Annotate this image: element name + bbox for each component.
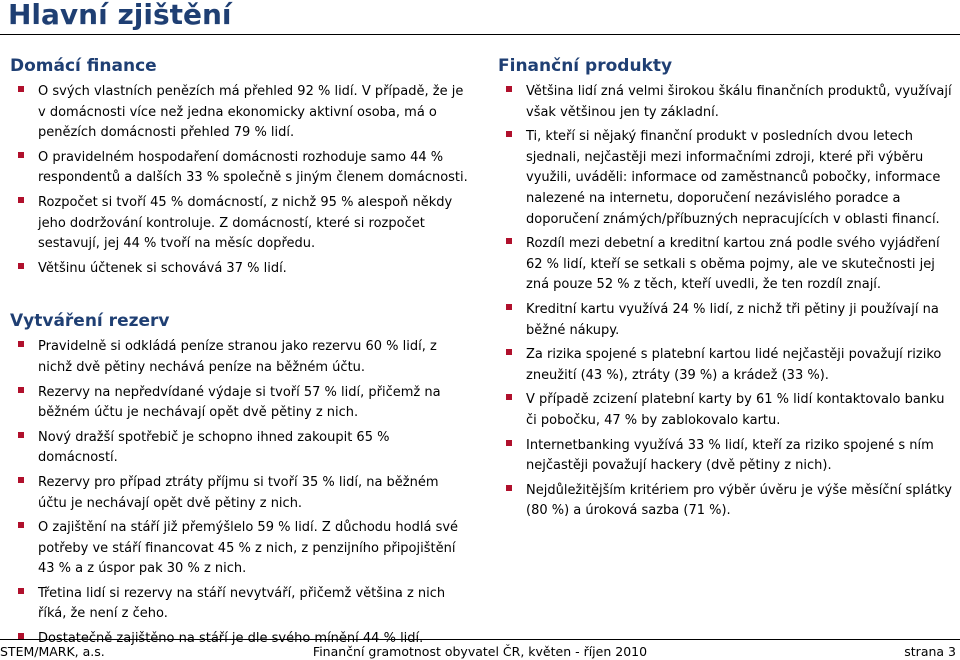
list-item-text: Rezervy na nepředvídané výdaje si tvoří 57 % lidí, přičemž na běžném účtu je nechávají opět dvě pětiny z nich. [38, 384, 441, 421]
list-item [498, 127, 953, 230]
section-heading: Domácí finance [10, 56, 157, 76]
bullet-list [10, 337, 470, 649]
title-divider [0, 34, 960, 35]
square-bullet-icon [18, 477, 24, 483]
list-item [498, 300, 953, 341]
square-bullet-icon [506, 304, 512, 310]
square-bullet-icon [18, 387, 24, 393]
left-column [10, 52, 470, 654]
square-bullet-icon [18, 432, 24, 438]
list-item-text: Většinu účtenek si schovává 37 % lidí. [38, 260, 287, 276]
list-item-text: Dostatečně zajištěno na stáří je dle svého mínění 44 % lidí. [38, 631, 424, 647]
square-bullet-icon [506, 349, 512, 355]
footer-divider [0, 639, 960, 640]
square-bullet-icon [18, 341, 24, 347]
list-item [10, 584, 470, 625]
list-item [10, 193, 470, 255]
square-bullet-icon [506, 394, 512, 400]
list-item [10, 82, 470, 144]
list-item-text: Rezervy pro případ ztráty příjmu si tvoří 35 % lidí, na běžném účtu je nechávají opět dvě pětiny z nich. [38, 474, 439, 511]
list-item [498, 345, 953, 386]
list-item-text: Nový dražší spotřebič je schopno ihned zakoupit 65 % domácností. [38, 429, 390, 466]
footer-title: Finanční gramotnost obyvatel ČR, květen - říjen 2010 [312, 644, 648, 659]
square-bullet-icon [506, 131, 512, 137]
section-building-reserves [10, 307, 470, 649]
list-item-text: V případě zcizení platební karty by 61 % lidí kontaktovalo banku či pobočku, 47 % by zablokovalo kartu. [526, 392, 945, 428]
square-bullet-icon [18, 522, 24, 528]
list-item-text: O svých vlastních penězích má přehled 92 % lidí. V případě, že je v domácnosti více než jedna ekonomicky aktivní osoba, má o penězích domácnosti přehled 79 % lidí. [38, 84, 464, 141]
list-item-text: O zajištění na stáří již přemýšlelo 59 % lidí. Z důchodu hodlá své potřeby ve stáří financovat 45 % z nich, z penzijního připojištění 43 % a z úspor pak 30 % z nich. [38, 520, 459, 577]
list-item [10, 383, 470, 424]
list-item [498, 390, 953, 431]
square-bullet-icon [18, 588, 24, 594]
page-title: Hlavní zjištění [8, 0, 232, 31]
list-item-text: Ti, kteří si nějaký finanční produkt v posledních dvou letech sjednali, nejčastěji mezi informačními zdroji, které při výběru využili, uváděli: informace od zaměstnanců pobočky, informace nalezené na internetu, doporučení nezávislého poradce a doporučení známých/příbuzných nepracujících v oblasti financí. [526, 129, 941, 227]
list-item [10, 259, 470, 280]
list-item [498, 436, 953, 477]
square-bullet-icon [506, 485, 512, 491]
bullet-list [10, 82, 470, 279]
list-item-text: Rozpočet si tvoří 45 % domácností, z nichž 95 % alespoň někdy jeho dodržování kontroluje. Z domácností, které si rozpočet sestavují, jej 44 % tvoří na měsíc dopředu. [38, 194, 453, 252]
square-bullet-icon [506, 440, 512, 446]
list-item-text: Pravidelně si odkládá peníze stranou jako rezervu 60 % lidí, z nichž dvě pětiny nechává peníze na běžném účtu. [38, 339, 437, 375]
bullet-list [498, 82, 953, 522]
square-bullet-icon [18, 263, 24, 269]
section-domestic-finance [10, 52, 470, 279]
square-bullet-icon [18, 86, 24, 92]
section-gap [10, 283, 470, 307]
list-item [498, 82, 953, 123]
square-bullet-icon [506, 238, 512, 244]
list-item-text: Rozdíl mezi debetní a kreditní kartou zná podle svého vyjádření 62 % lidí, kteří se setkali s oběma pojmy, ale ve skutečnosti jej zná pouze 52 % z těch, kteří uvedli, že ten rozdíl znají. [526, 236, 940, 293]
list-item-text: O pravidelném hospodaření domácnosti rozhoduje samo 44 % respondentů a dalších 33 % společně s jiným členem domácnosti. [38, 149, 468, 186]
square-bullet-icon [506, 86, 512, 92]
square-bullet-icon [18, 152, 24, 158]
list-item [10, 473, 470, 514]
list-item-text: Většina lidí zná velmi širokou škálu finančních produktů, využívají však většinou jen ty základní. [526, 84, 952, 120]
list-item [498, 481, 953, 522]
list-item-text: Internetbanking využívá 33 % lidí, kteří za riziko spojené s ním nejčastěji považují hackery (dvě pětiny z nich). [526, 437, 934, 474]
list-item-text: Třetina lidí si rezervy na stáří nevytváří, přičemž většina z nich říká, že není z čeho. [38, 585, 446, 622]
section-heading: Vytváření rezerv [10, 311, 170, 332]
right-column [498, 52, 953, 526]
section-heading: Finanční produkty [498, 56, 673, 76]
list-item [10, 518, 470, 580]
list-item [498, 234, 953, 296]
list-item-text: Nejdůležitějším kritériem pro výběr úvěru je výše měsíční splátky (80 %) a úroková sazba (71 %). [526, 482, 952, 519]
list-item [10, 337, 470, 378]
footer-company: STEM/MARK, a.s. [0, 644, 105, 659]
list-item [10, 428, 470, 469]
list-item-text: Za rizika spojené s platební kartou lidé nejčastěji považují riziko zneužití (43 %), ztráty (39 %) a krádež (33 %). [526, 347, 942, 383]
footer-page-number: strana 3 [904, 644, 956, 659]
section-financial-products [498, 52, 953, 522]
list-item [10, 148, 470, 189]
list-item-text: Kreditní kartu využívá 24 % lidí, z nichž tři pětiny ji používají na běžné nákupy. [526, 301, 939, 338]
square-bullet-icon [18, 197, 24, 203]
